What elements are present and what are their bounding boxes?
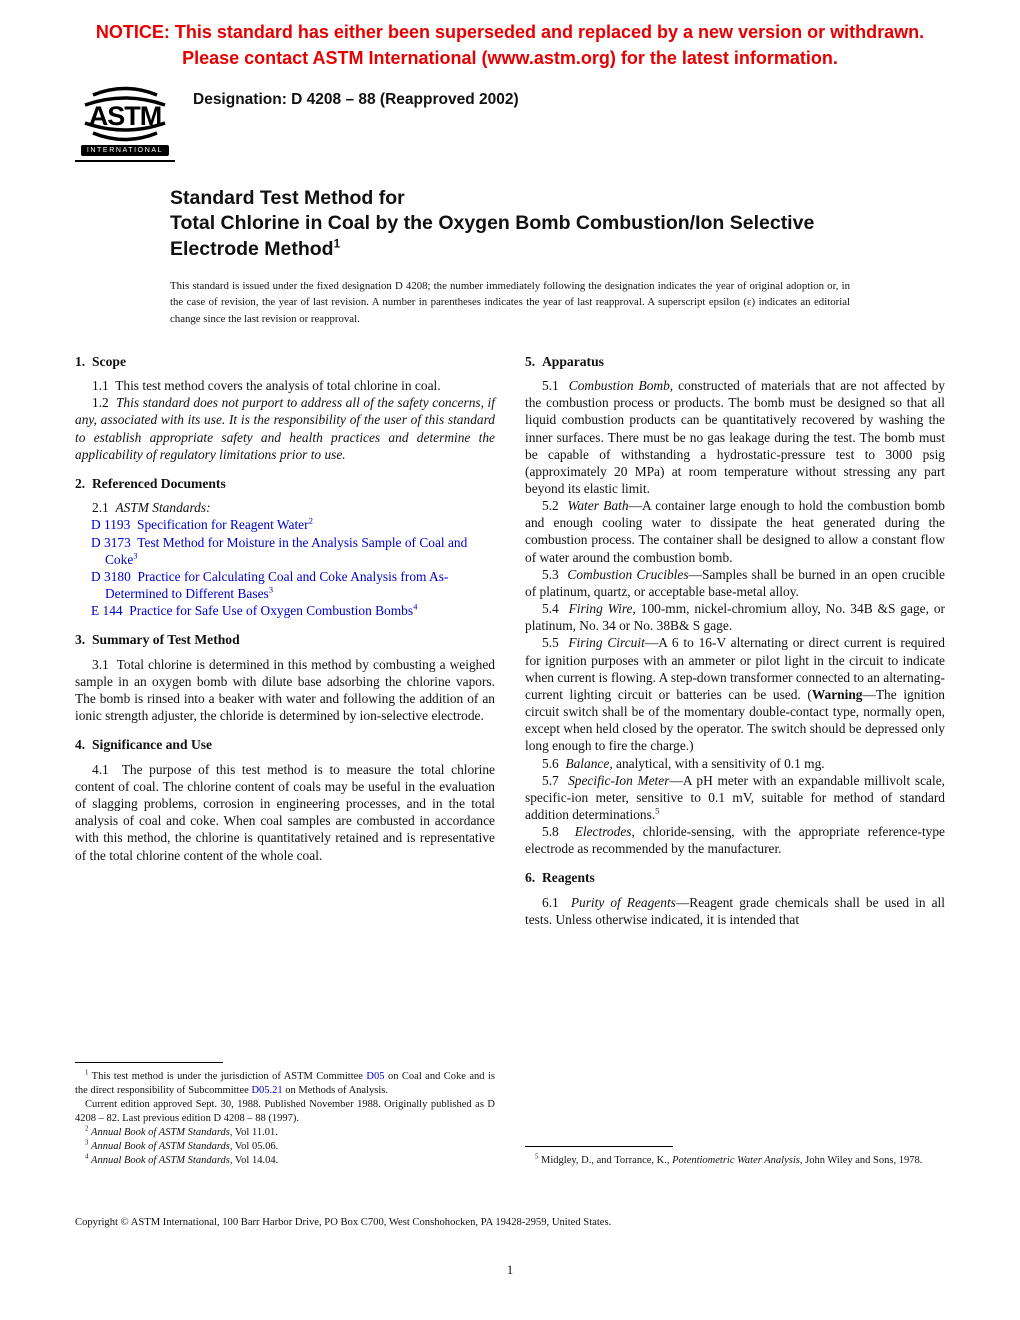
text-segment: This test method is under the jurisdiction of ASTM Committee (88, 1071, 367, 1083)
footnote-separator (75, 1062, 223, 1063)
text-segment: Annual Book of ASTM Standards, (91, 1140, 233, 1152)
paragraph (525, 894, 945, 928)
astm-logo-text: ASTM (88, 101, 162, 132)
section-heading (75, 475, 495, 492)
paragraph (75, 394, 495, 463)
text-segment: on Methods of Analysis. (282, 1084, 388, 1096)
title-main-text: Total Chlorine in Coal by the Oxygen Bomb Combustion/Ion Selective Electrode Method (170, 212, 815, 260)
text-segment: 3 (85, 1139, 89, 1147)
page-number: 1 (506, 1263, 514, 1277)
text-segment: 4.1 The purpose of this test method is to measure the total chlorine content of coal. The chlorine content of coals may be useful in the evaluation of slagging problems, corrosion in engineering processes, and in the total analysis of coal and coke. When coal samples are combusted in accordance with this method, the chlorine is quantitatively retained and is representative of the total chlorine content of the whole coal. (75, 761, 495, 863)
text-segment: Purity of Reagents (570, 894, 676, 910)
text-segment: 5.5 (542, 635, 569, 651)
text-segment: on Coal and Coke and is the direct responsibility of Subcommittee (75, 1071, 495, 1096)
paragraph (525, 497, 945, 566)
section-heading (525, 353, 945, 370)
text-segment: Midgley, D., and Torrance, K., (538, 1154, 673, 1166)
paragraph (75, 377, 495, 394)
text-segment: 5.6 (542, 755, 566, 771)
footnote (75, 1098, 495, 1126)
text-segment: 1. Scope (75, 353, 126, 369)
section-heading (525, 869, 945, 886)
text-segment: —A 6 to 16-V alternating or direct current is required for ignition purposes with an ammeter or pilot light in the circuit to indicate when current is flowing. A step-down transformer connected to an alternating-current lighting circuit or batteries can be used. ( (525, 635, 945, 702)
text-segment: , chloride-sensing, with the appropriate reference-type electrode as recommended by the manufacturer. (525, 824, 945, 857)
text-segment: 2.1 (92, 500, 116, 516)
reference-link[interactable]: D05.21 (251, 1084, 283, 1096)
left-footnotes-list (75, 1070, 495, 1168)
referenced-document-link[interactable] (75, 516, 495, 533)
title-intro: Standard Test Method for (170, 187, 405, 210)
left-column (75, 353, 495, 1168)
right-footnotes (525, 1140, 945, 1168)
notice-line-1: NOTICE: This standard has either been superseded and replaced by a new version or withdrawn. (95, 22, 925, 42)
right-column-content (525, 353, 945, 928)
issued-statement: This standard is issued under the fixed designation D 4208; the number immediately following the designation indicates the year of original adoption or, in the case of revision, the year of last revision. A number in parentheses indicates the year of last reapproval. A superscript epsilon (ε) indicates an editorial change since the last revision or reapproval. (170, 280, 850, 325)
reference-link[interactable]: D 1193 Specification for Reagent Water (91, 517, 309, 533)
text-segment: 5 (535, 1153, 539, 1161)
text-segment: This standard does not purport to address all of the safety concerns, if any, associated with its use. It is the responsibility of the user of this standard to establish appropriate safety and health practices and determine the applicability of regulatory limitations prior to use. (75, 395, 495, 462)
text-segment: Combustion Bomb (568, 378, 670, 394)
reference-link[interactable]: D 3173 Test Method for Moisture in the Analysis Sample of Coal and Coke (91, 534, 468, 567)
text-segment: 4 (85, 1153, 89, 1161)
text-segment: Specific-Ion Meter (568, 772, 670, 788)
text-segment: —A container large enough to hold the combustion bomb and enough cooling water to dissipate the heat generated during the combustion process. The container shall be designed to allow a constant flow of water around the combustion bomb. (525, 498, 945, 565)
section-heading (75, 353, 495, 370)
document-header (75, 85, 945, 162)
text-segment: Balance (565, 755, 610, 771)
notice-banner (0, 0, 1020, 71)
reference-link[interactable]: D05 (366, 1071, 385, 1083)
text-segment: 5. Apparatus (525, 353, 604, 369)
copyright-line: Copyright © ASTM International, 100 Barr Harbor Drive, PO Box C700, West Conshohocken, PA 19428-2959, United States. (75, 1217, 612, 1228)
reference-link[interactable]: E 144 Practice for Safe Use of Oxygen Combustion Bombs (91, 603, 414, 619)
astm-logo (75, 85, 175, 162)
text-segment: Potentiometric Water Analysis, (672, 1154, 803, 1166)
text-segment: 1.1 This test method covers the analysis of total chlorine in coal. (92, 378, 441, 394)
text-segment: Electrodes (574, 824, 632, 840)
text-segment: Vol 05.06. (232, 1140, 279, 1152)
page-title (170, 211, 830, 262)
paragraph (525, 823, 945, 857)
footnote (75, 1070, 495, 1098)
text-segment: 5.2 (542, 498, 568, 514)
text-segment: John Wiley and Sons, 1978. (802, 1154, 923, 1166)
section-heading (75, 736, 495, 753)
text-segment: 5.8 (542, 824, 575, 840)
reference-link[interactable]: D 3180 Practice for Calculating Coal and Coke Analysis from As-Determined to Different Bases (91, 568, 449, 602)
text-segment: Current edition approved Sept. 30, 1988. Published November 1988. Originally published as D 4208 – 82. Last previous edition D 4208 – 88 (1997). (75, 1098, 495, 1124)
text-segment: , constructed of materials that are not affected by the combustion process or products. The bomb must be designed so that all liquid combustion products can be quantitatively recovered by washing the inner surfaces. There must be no gas leakage during the test. The bomb must be capable of withstanding a hydrostatic-pressure test to 3000 psig (approximately 20 MPa) at room temperature without stressing any part beyond its elastic limit. (525, 378, 945, 497)
referenced-document-link[interactable] (75, 534, 495, 568)
text-segment: 2 (85, 1125, 89, 1133)
right-footnotes-list (525, 1154, 945, 1168)
text-segment: Annual Book of ASTM Standards, (91, 1154, 233, 1166)
paragraph (525, 755, 945, 772)
text-segment: Vol 14.04. (232, 1154, 279, 1166)
left-column-content (75, 353, 495, 864)
reference-link[interactable]: 2 (308, 515, 313, 526)
text-segment: Water Bath (567, 498, 629, 514)
paragraph (75, 656, 495, 725)
designation-text: Designation: D 4208 – 88 (Reapproved 2002) (193, 91, 519, 109)
paragraph (75, 761, 495, 864)
text-segment: 3.1 Total chlorine is determined in this method by combusting a weighed sample in an oxygen bomb with dilute base adsorbing the chlorine vapors. The bomb is rinsed into a beaker with water and following the addition of an ionic strength adjuster, the chloride is determined by ion-selective electrode. (75, 656, 495, 724)
text-segment: 1.2 (92, 395, 116, 411)
astm-globe-icon (79, 85, 171, 143)
text-segment: —The ignition circuit switch shall be of the momentary double-contact type, normally open, except when held closed by the operator. The switch should be depressed only long enough to fire the charge.) (525, 686, 945, 754)
text-segment: Warning (811, 686, 863, 702)
title-block (170, 186, 945, 262)
text-segment: 5.4 (542, 601, 569, 617)
text-segment: Annual Book of ASTM Standards, (91, 1126, 233, 1138)
text-segment: Vol 11.01. (232, 1126, 278, 1138)
text-segment: 6.1 (542, 894, 571, 910)
section-heading (75, 631, 495, 648)
paragraph (525, 634, 945, 754)
text-segment: 5.7 (542, 772, 569, 788)
referenced-document-link[interactable] (75, 568, 495, 602)
footnote (75, 1126, 495, 1140)
footnote (75, 1154, 495, 1168)
text-segment: 3. Summary of Test Method (75, 632, 240, 648)
text-segment: Firing Wire (568, 601, 633, 617)
text-segment: ASTM Standards: (115, 500, 211, 516)
text-segment: 5 (655, 805, 660, 816)
text-segment: —Reagent grade chemicals shall be used in all tests. Unless otherwise indicated, it is intended that (525, 894, 945, 927)
footnote (75, 1140, 495, 1154)
document-body (75, 353, 945, 1168)
text-segment: Combustion Crucibles (567, 566, 689, 582)
text-segment: 2. Referenced Documents (75, 475, 226, 491)
reference-link[interactable]: 4 (413, 601, 418, 612)
text-segment: Firing Circuit (568, 635, 645, 651)
text-segment: —Samples shall be burned in an open crucible of platinum, quartz, or acceptable base-metal alloy. (525, 566, 945, 599)
text-segment: —A pH meter with an expandable millivolt scale, specific-ion meter, sensitive to 0.1 mV, suitable for method of standard addition determinations. (525, 772, 945, 822)
title-footnote-ref: 1 (333, 237, 341, 251)
footnote-separator (525, 1146, 673, 1147)
text-segment: , analytical, with a sensitivity of 0.1 mg. (609, 755, 825, 771)
text-segment: 4. Significance and Use (75, 737, 213, 753)
astm-international-label: INTERNATIONAL (81, 145, 169, 156)
text-segment: 5.3 (542, 566, 568, 582)
paragraph (525, 377, 945, 497)
notice-line-2: Please contact ASTM International (www.astm.org) for the latest information. (182, 47, 838, 68)
text-segment: , 100-mm, nickel-chromium alloy, No. 34B &S gage, or platinum, No. 34 or No. 38B& S gage. (525, 601, 945, 634)
paragraph (75, 499, 495, 516)
reference-link[interactable]: 3 (133, 550, 138, 561)
text-segment: 6. Reagents (525, 870, 595, 886)
left-footnotes (75, 1056, 495, 1168)
footnote (525, 1154, 945, 1168)
paragraph (525, 600, 945, 634)
logo-divider (75, 160, 175, 162)
text-segment: 1 (85, 1069, 89, 1077)
paragraph (525, 566, 945, 600)
paragraph (525, 772, 945, 823)
referenced-document-link[interactable] (75, 602, 495, 619)
text-segment: 5.1 (542, 378, 569, 394)
right-column (525, 353, 945, 1168)
reference-link[interactable]: 3 (268, 584, 274, 595)
